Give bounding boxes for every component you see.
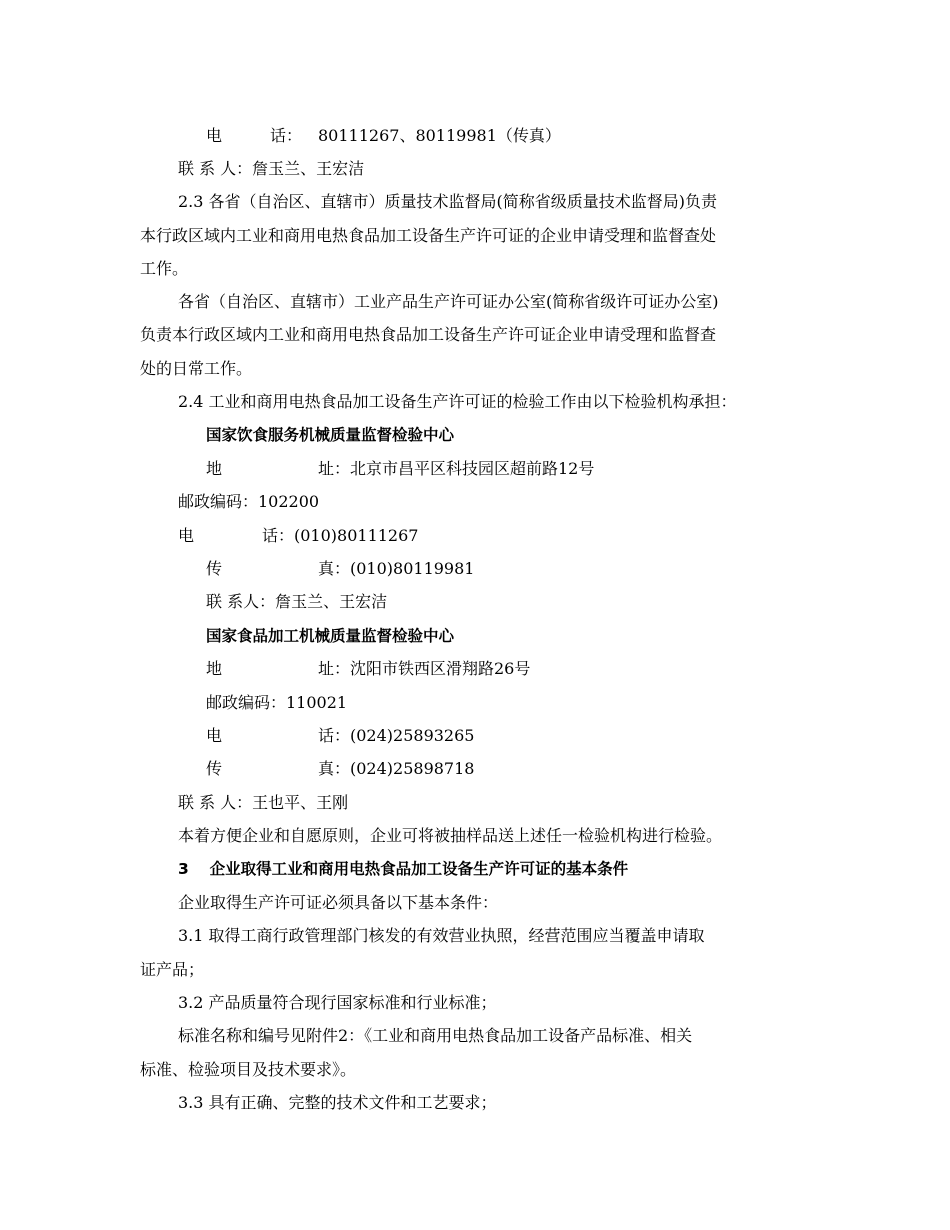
institution-2-address bbox=[206, 659, 530, 679]
institution-1-fax bbox=[206, 559, 474, 579]
paragraph-2-3-line-3: 工作。 bbox=[140, 259, 189, 278]
fax-value: 真：(024)25898718 bbox=[318, 759, 475, 778]
standards-line-2: 标准、检验项目及技术要求》。 bbox=[140, 1060, 357, 1079]
phone-line-1 bbox=[206, 126, 561, 146]
contact-line-1: 联 系 人：詹玉兰、王宏洁 bbox=[178, 159, 365, 178]
institution-2-postcode: 邮政编码：110021 bbox=[206, 693, 348, 712]
address-value: 址：北京市昌平区科技园区超前路12号 bbox=[318, 459, 595, 478]
institution-1-address bbox=[206, 459, 594, 479]
institution-2-fax bbox=[206, 759, 474, 779]
institution-2-title: 国家食品加工机械质量监督检验中心 bbox=[206, 627, 455, 645]
address-value: 址：沈阳市铁西区滑翔路26号 bbox=[318, 659, 531, 678]
paragraph-2-3-line-1: 2.3 各省（自治区、直辖市）质量技术监督局(简称省级质量技术监督局)负责 bbox=[178, 192, 718, 211]
fax-label: 传 bbox=[206, 759, 223, 778]
paragraph-office-line-2: 负责本行政区域内工业和商用电热食品加工设备生产许可证企业申请受理和监督查 bbox=[140, 325, 717, 344]
paragraph-office-line-3: 处的日常工作。 bbox=[140, 359, 253, 378]
address-label: 地 bbox=[206, 459, 223, 478]
institution-1-title: 国家饮食服务机械质量监督检验中心 bbox=[206, 426, 455, 444]
section-3-heading: 3 企业取得工业和商用电热食品加工设备生产许可证的基本条件 bbox=[178, 860, 629, 878]
phone-value: 80111267、80119981（传真） bbox=[318, 126, 561, 145]
phone-label: 电 话： bbox=[206, 126, 303, 145]
phone-value: 话：(024)25893265 bbox=[318, 726, 475, 745]
item-3-1-line-1: 3.1 取得工商行政管理部门核发的有效营业执照，经营范围应当覆盖申请取 bbox=[178, 926, 705, 945]
paragraph-sample: 本着方便企业和自愿原则，企业可将被抽样品送上述任一检验机构进行检验。 bbox=[178, 826, 723, 845]
paragraph-2-3-line-2: 本行政区域内工业和商用电热食品加工设备生产许可证的企业申请受理和监督查处 bbox=[140, 226, 717, 245]
institution-1-postcode: 邮政编码：102200 bbox=[178, 492, 320, 511]
institution-2-phone bbox=[206, 726, 474, 746]
institution-1-contact: 联 系人：詹玉兰、王宏洁 bbox=[206, 592, 388, 611]
item-3-3: 3.3 具有正确、完整的技术文件和工艺要求； bbox=[178, 1093, 497, 1112]
address-label: 地 bbox=[206, 659, 223, 678]
fax-label: 传 bbox=[206, 559, 223, 578]
phone-label: 电 bbox=[206, 726, 223, 745]
paragraph-2-4: 2.4 工业和商用电热食品加工设备生产许可证的检验工作由以下检验机构承担： bbox=[178, 392, 737, 411]
item-3-2: 3.2 产品质量符合现行国家标准和行业标准； bbox=[178, 993, 497, 1012]
paragraph-office-line-1: 各省（自治区、直辖市）工业产品生产许可证办公室(简称省级许可证办公室) bbox=[178, 292, 719, 311]
phone-value: 话：(010)80111267 bbox=[262, 526, 419, 545]
institution-1-phone bbox=[178, 526, 418, 546]
item-3-1-line-2: 证产品； bbox=[140, 960, 205, 979]
institution-2-contact: 联 系 人：王也平、王刚 bbox=[178, 793, 349, 812]
section-3-intro: 企业取得生产许可证必须具备以下基本条件： bbox=[178, 893, 499, 912]
standards-line-1: 标准名称和编号见附件2：《工业和商用电热食品加工设备产品标准、相关 bbox=[178, 1026, 693, 1045]
phone-label: 电 bbox=[178, 526, 195, 545]
fax-value: 真：(010)80119981 bbox=[318, 559, 475, 578]
